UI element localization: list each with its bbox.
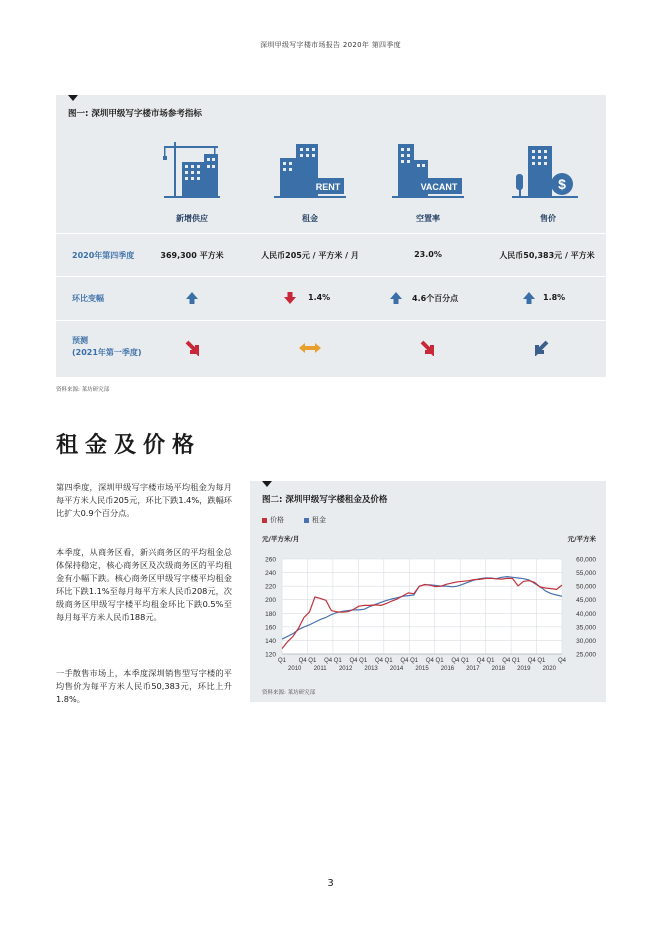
y-left-tick-label: 260 [265, 556, 276, 564]
x-year-tick-label: 2013 [364, 666, 378, 672]
col-price: 售价 [540, 214, 556, 223]
section-title: 租金及价格 [56, 433, 202, 458]
x-quarter-tick-label: Q4 Q1 [400, 658, 419, 664]
arrow-down-left-icon [534, 340, 550, 356]
arrow-down-right-icon [184, 340, 200, 356]
y-left-tick-label: 220 [265, 583, 276, 591]
marker-triangle [262, 481, 272, 487]
x-year-tick-label: 2011 [313, 666, 327, 672]
col-new-supply: 新增供应 [176, 214, 208, 223]
row-divider [56, 233, 606, 234]
plot-area [282, 559, 562, 654]
y-left-tick-label: 140 [265, 637, 276, 645]
row-label-forecast [72, 335, 142, 359]
y-right-tick-label: 30,000 [576, 637, 596, 645]
figure1-source: 资料来源: 莱坊研究部 [56, 387, 110, 393]
arrow-down-right-icon [419, 340, 435, 356]
y-left-tick-label: 120 [265, 651, 276, 659]
y-right-label: 元/平方米 [567, 535, 596, 543]
figure1-title: 图一: 深圳甲级写字楼市场参考指标 [68, 109, 202, 119]
marker-triangle [68, 95, 78, 101]
paragraph-2: 本季度，从商务区看，新兴商务区的平均租金总体保持稳定，核心商务区及次级商务区的平均租金有小幅下跌。核心商务区甲级写字楼平均租金环比下跌1.1%至每月每平方米人民币208元，次级商务区甲级写字楼平均租金环比下跌0.5%至每月每平方米人民币188元。 [56, 547, 232, 622]
y-left-tick-label: 160 [265, 624, 276, 632]
legend-price-label: 价格 [270, 516, 284, 524]
legend-swatch-rent [304, 518, 309, 523]
legend-swatch-price [262, 518, 267, 523]
row-label-q4: 2020年第四季度 [72, 251, 135, 260]
x-quarter-tick-label: Q4 Q1 [374, 658, 393, 664]
y-right-tick-label: 55,000 [576, 570, 596, 578]
x-year-tick-label: 2014 [389, 666, 404, 672]
x-quarter-tick-label: Q4 Q1 [476, 658, 495, 664]
x-year-tick-label: 2015 [415, 666, 429, 672]
x-year-tick-label: 2020 [542, 666, 556, 672]
arrow-down-icon [283, 291, 297, 305]
forecast-label: 预测 [72, 336, 88, 345]
vacant-building-icon [392, 140, 464, 200]
x-quarter-tick-label: Q4 [557, 658, 567, 664]
arrow-up-icon [389, 291, 403, 305]
x-quarter-tick-label: Q4 Q1 [451, 658, 470, 664]
y-left-tick-label: 180 [265, 610, 276, 618]
y-right-tick-label: 35,000 [576, 624, 596, 632]
x-year-tick-label: 2010 [288, 666, 302, 672]
dollar-icon-label: $ [558, 176, 566, 192]
legend-rent-label: 租金 [312, 516, 326, 524]
paragraph-3: 一手散售市场上，本季度深圳销售型写字楼的平均售价为每平方米人民币50,383元，环比上升1.8%。 [56, 668, 232, 704]
y-left-tick-label: 240 [265, 570, 276, 578]
arrow-up-icon [522, 291, 536, 305]
price-building-icon [512, 140, 578, 200]
x-quarter-tick-label: Q4 Q1 [527, 658, 546, 664]
y-right-tick-label: 40,000 [576, 610, 596, 618]
row-label-qoq: 环比变幅 [72, 294, 104, 303]
vacant-icon-label: VACANT [420, 182, 458, 192]
legend-rent [304, 515, 326, 525]
y-right-tick-label: 25,000 [576, 651, 596, 659]
x-year-tick-label: 2016 [440, 666, 455, 672]
y-left-label: 元/平方米/月 [262, 535, 300, 543]
y-right-tick-label: 45,000 [576, 597, 596, 605]
figure2-source: 资料来源: 莱坊研究部 [262, 690, 316, 696]
x-year-tick-label: 2017 [466, 666, 480, 672]
x-year-tick-label: 2018 [491, 666, 506, 672]
cell-price: 人民币50,383元 / 平方米 [499, 251, 595, 260]
arrow-left-right-icon [298, 342, 322, 354]
x-year-tick-label: 2012 [338, 666, 353, 672]
paragraph-1: 第四季度，深圳甲级写字楼市场平均租金为每月每平方米人民币205元，环比下跌1.4%，跌幅环比扩大0.9个百分点。 [56, 482, 232, 518]
cell-vacancy: 23.0% [414, 250, 442, 259]
figure2-title: 图二: 深圳甲级写字楼租金及价格 [262, 495, 388, 505]
rent-icon-label: RENT [315, 182, 341, 192]
x-quarter-tick-label: Q4 Q1 [349, 658, 368, 664]
arrow-up-icon [185, 291, 199, 305]
y-left-tick-label: 200 [265, 597, 276, 605]
price-change: 1.8% [543, 293, 566, 302]
cell-supply: 369,300 平方米 [160, 251, 224, 260]
x-quarter-tick-label: Q1 [277, 658, 287, 664]
vacancy-change: 4.6个百分点 [412, 294, 459, 303]
x-year-tick-label: 2019 [517, 666, 531, 672]
x-quarter-tick-label: Q4 Q1 [502, 658, 520, 664]
col-rent: 租金 [302, 214, 318, 223]
legend-price [262, 515, 284, 525]
y-right-tick-label: 60,000 [576, 556, 596, 564]
page-number: 3 [327, 878, 334, 889]
crane-building-icon [162, 140, 222, 200]
cell-rent: 人民币205元 / 平方米 / 月 [261, 251, 359, 260]
page-header: 深圳甲级写字楼市场报告 2020年 第四季度 [260, 41, 401, 49]
rent-building-icon [274, 140, 346, 200]
x-quarter-tick-label: Q4 Q1 [324, 658, 342, 664]
col-vacancy: 空置率 [416, 214, 440, 223]
row-divider [56, 320, 606, 321]
x-quarter-tick-label: Q4 Q1 [298, 658, 317, 664]
line-chart [250, 545, 606, 680]
row-divider [56, 276, 606, 277]
rent-change: 1.4% [308, 293, 331, 302]
forecast-period: (2021年第一季度) [72, 348, 142, 357]
y-right-tick-label: 50,000 [576, 583, 596, 591]
x-quarter-tick-label: Q4 Q1 [425, 658, 444, 664]
